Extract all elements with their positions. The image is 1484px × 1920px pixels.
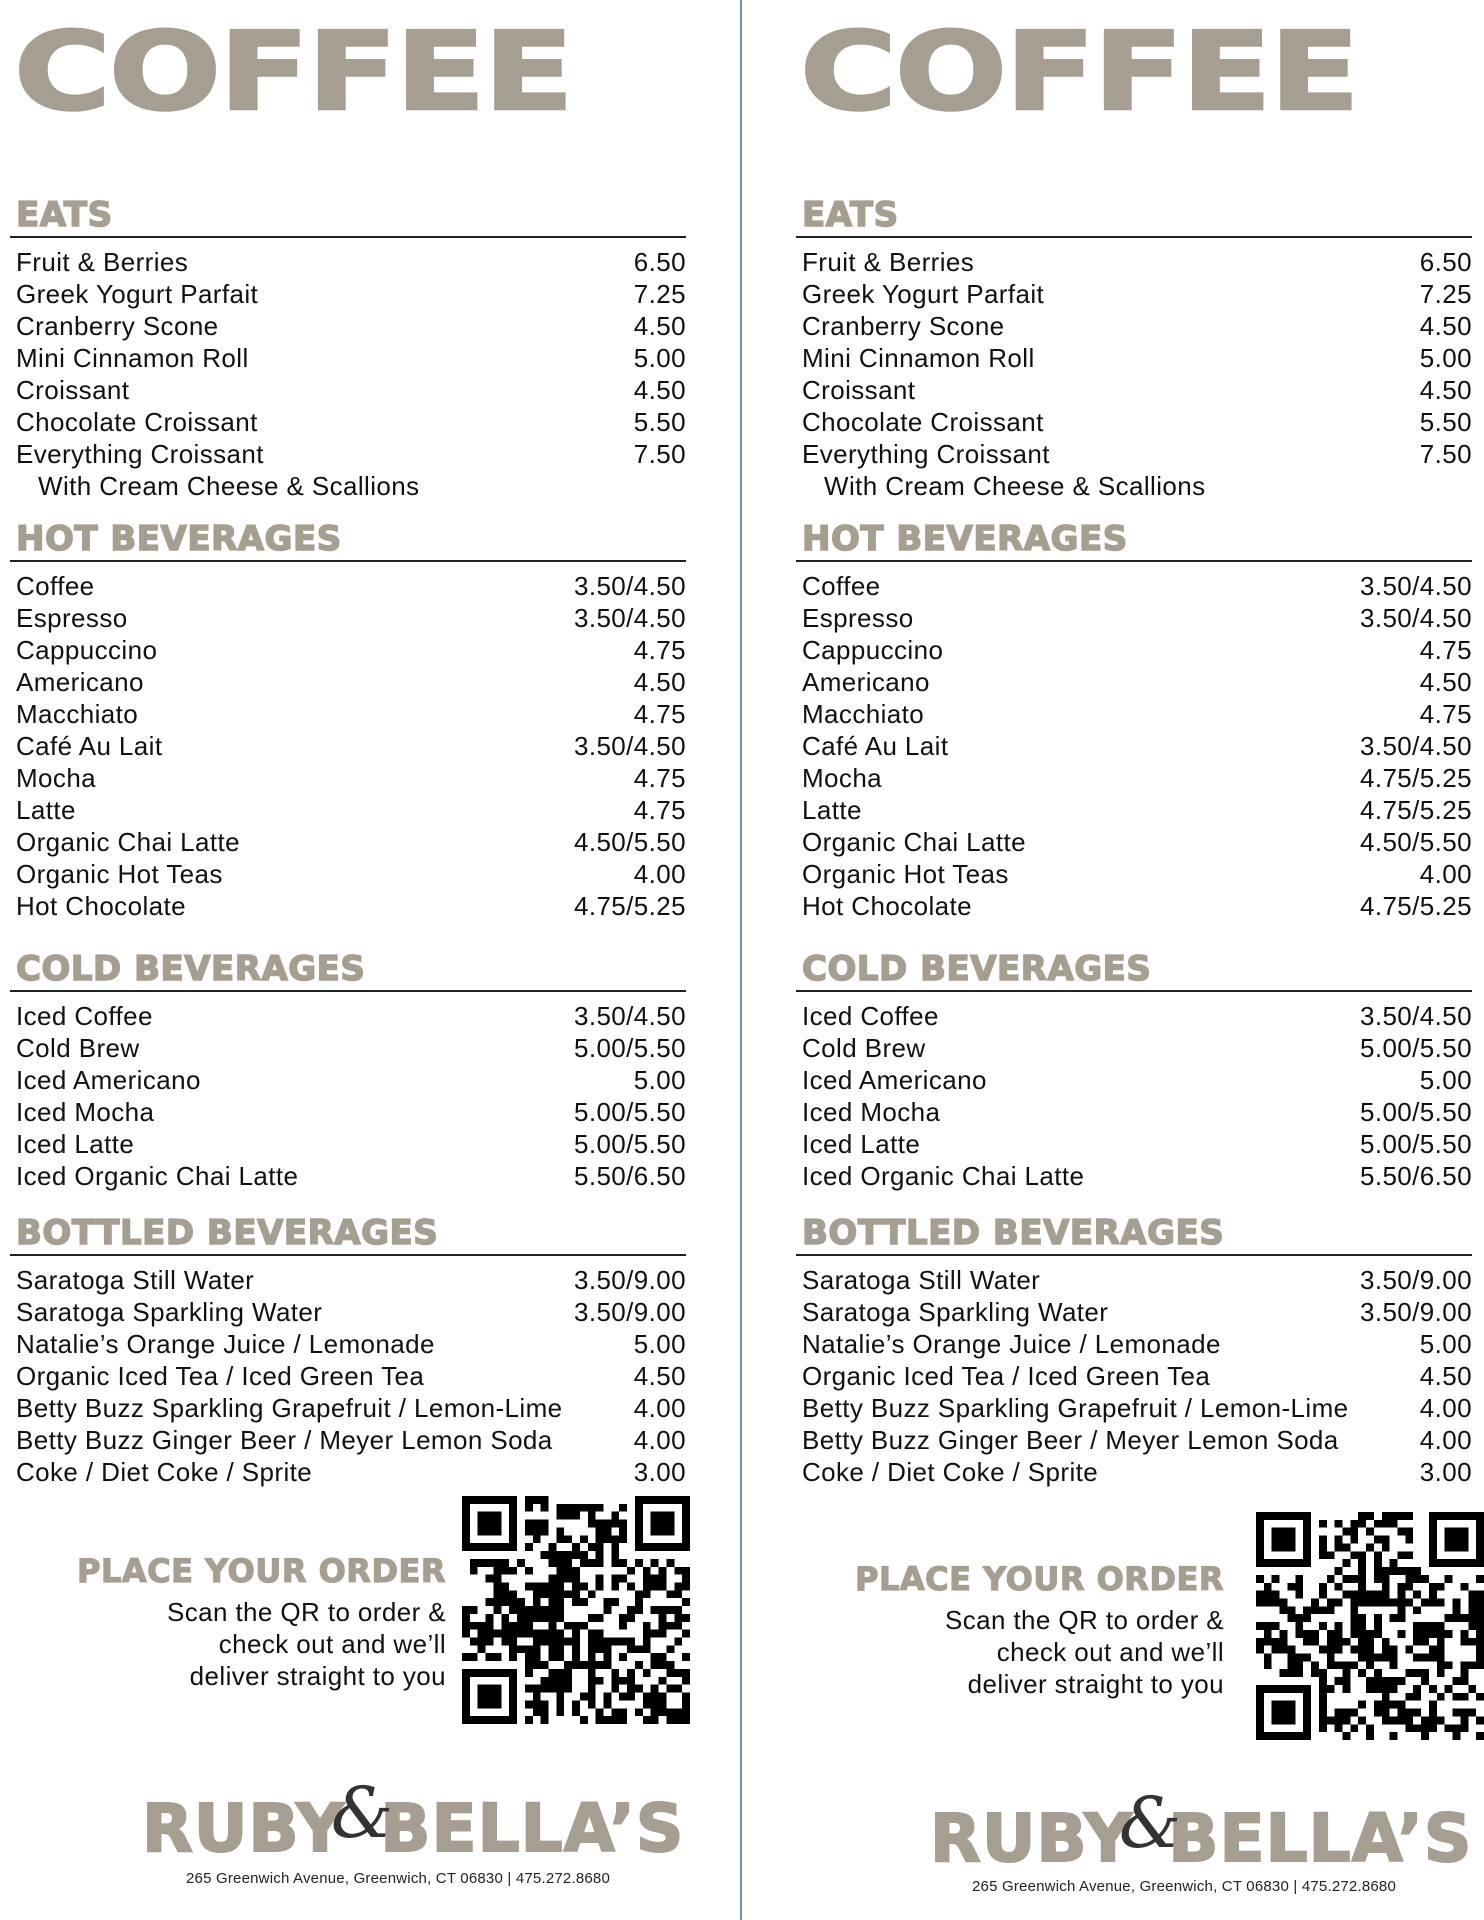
item-price: 5.00 [1419,1065,1472,1095]
item-name: Mocha [802,763,883,793]
brand-logo [930,1782,1473,1878]
menu-item [796,570,1472,602]
item-price: 3.50/4.50 [573,731,686,761]
menu-item [10,246,686,278]
section-eats [796,196,1472,502]
item-name: Greek Yogurt Parfait [802,279,1045,309]
item-price: 3.50/4.50 [573,1001,686,1031]
item-price: 4.75/5.25 [1359,763,1472,793]
item-price: 4.75 [1419,699,1472,729]
menu-item [10,1264,686,1296]
item-name: Fruit & Berries [16,247,189,277]
item-price: 3.50/4.50 [573,571,686,601]
brand-amp: & [1118,1782,1183,1864]
hot-items [10,570,686,922]
bottled-items [796,1264,1472,1488]
item-price: 4.75 [633,635,686,665]
menu-item [10,826,686,858]
item-price: 5.00 [633,343,686,373]
section-heading: HOT BEVERAGES [16,519,342,559]
menu-item [796,698,1472,730]
menu-item [796,374,1472,406]
item-price: 5.00/5.50 [1359,1129,1472,1159]
menu-item [796,406,1472,438]
item-name: Iced Coffee [802,1001,939,1031]
menu-item [10,698,686,730]
item-name: Organic Hot Teas [802,859,1009,889]
menu-item [10,1128,686,1160]
menu-item [10,310,686,342]
menu-item [796,666,1472,698]
item-price: 4.00 [633,1393,686,1423]
section-rule [796,1254,1472,1256]
section-bottled-beverages [10,1214,686,1488]
section-rule [10,236,686,238]
item-price: 5.50/6.50 [573,1161,686,1191]
order-line: check out and we’ll [218,1629,446,1659]
item-name: Coke / Diet Coke / Sprite [802,1457,1099,1487]
brand-right: BELLA’S [1168,1800,1473,1877]
menu-item [796,794,1472,826]
section-heading: COLD BEVERAGES [802,949,1152,989]
menu-item [10,666,686,698]
item-price: 4.75 [633,795,686,825]
item-price: 6.50 [1419,247,1472,277]
section-heading: EATS [802,195,899,235]
menu-item [10,374,686,406]
item-price: 3.00 [633,1457,686,1487]
item-price: 5.00/5.50 [573,1033,686,1063]
item-price: 5.50 [1419,407,1472,437]
item-price: 5.00 [633,1065,686,1095]
menu-item [796,1064,1472,1096]
item-price: 4.00 [633,859,686,889]
menu-item [10,1096,686,1128]
item-name: Organic Chai Latte [802,827,1026,857]
item-name: Natalie’s Orange Juice / Lemonade [16,1329,435,1359]
item-name: Saratoga Still Water [16,1265,255,1295]
item-price: 3.50/9.00 [573,1265,686,1295]
item-name: Cranberry Scone [16,311,219,341]
menu-item [796,1160,1472,1192]
item-price: 3.50/4.50 [1359,603,1472,633]
section-rule [796,990,1472,992]
item-price: 7.25 [633,279,686,309]
item-price: 3.50/4.50 [1359,571,1472,601]
item-name: Everything Croissant [16,439,264,469]
menu-item [10,890,686,922]
item-price: 5.00 [1419,343,1472,373]
menu-item [796,1424,1472,1456]
item-price: 7.50 [1419,439,1472,469]
order-line: Scan the QR to order & [166,1597,446,1627]
section-heading: EATS [16,195,113,235]
item-price: 4.00 [1419,1425,1472,1455]
item-price: 4.50 [633,311,686,341]
order-heading: PLACE YOUR ORDER [855,1560,1224,1598]
item-price: 3.50/4.50 [1359,1001,1472,1031]
menu-title: COFFEE [800,8,1358,136]
menu-panel-right [796,0,1484,1920]
item-name: Iced Mocha [16,1097,155,1127]
item-price: 5.50 [633,407,686,437]
item-name: Hot Chocolate [802,891,972,921]
item-name: Iced Coffee [16,1001,153,1031]
item-name: Natalie’s Orange Juice / Lemonade [802,1329,1221,1359]
item-price: 4.75/5.25 [1359,795,1472,825]
item-price: 5.00/5.50 [1359,1097,1472,1127]
menu-item [796,730,1472,762]
menu-item [10,858,686,890]
item-name: Coffee [16,571,95,601]
menu-item [10,762,686,794]
menu-item [796,858,1472,890]
item-name: Cappuccino [16,635,158,665]
item-price: 5.00/5.50 [1359,1033,1472,1063]
order-line: Scan the QR to order & [944,1605,1224,1635]
hot-items [796,570,1472,922]
menu-item [10,1032,686,1064]
eats-items [796,246,1472,470]
menu-item [10,1392,686,1424]
item-price: 3.50/4.50 [573,603,686,633]
brand-amp: & [330,1772,395,1854]
item-price: 4.50/5.50 [573,827,686,857]
item-price: 4.00 [1419,1393,1472,1423]
item-name: Betty Buzz Sparkling Grapefruit / Lemon-Lime [16,1393,563,1423]
item-price: 4.50 [1419,1361,1472,1391]
menu-item [796,1032,1472,1064]
menu-item [10,634,686,666]
item-name: Mocha [16,763,97,793]
item-price: 4.50 [1419,375,1472,405]
item-name: Organic Hot Teas [16,859,223,889]
item-name: Iced Organic Chai Latte [802,1161,1085,1191]
menu-item [10,1328,686,1360]
section-hot-beverages [10,520,686,922]
menu-item [10,1064,686,1096]
section-rule [10,560,686,562]
item-name: Saratoga Still Water [802,1265,1041,1295]
menu-item [10,342,686,374]
menu-item [796,1360,1472,1392]
item-price: 5.50/6.50 [1359,1161,1472,1191]
cold-items [796,1000,1472,1192]
item-name: Organic Iced Tea / Iced Green Tea [16,1361,425,1391]
menu-item [796,278,1472,310]
section-cold-beverages [796,950,1472,1192]
item-price: 4.75/5.25 [1359,891,1472,921]
section-cold-beverages [10,950,686,1192]
item-name: Cranberry Scone [802,311,1005,341]
menu-item [796,1264,1472,1296]
item-name: Iced Latte [802,1129,921,1159]
order-callout [804,1560,1224,1700]
item-name: Betty Buzz Sparkling Grapefruit / Lemon-Lime [802,1393,1349,1423]
menu-item [796,634,1472,666]
item-price: 4.75 [633,699,686,729]
menu-item [10,278,686,310]
item-price: 4.00 [1419,859,1472,889]
menu-item [796,1456,1472,1488]
menu-title: COFFEE [14,8,572,136]
section-rule [796,560,1472,562]
menu-item [796,342,1472,374]
item-name: Espresso [16,603,128,633]
section-rule [10,990,686,992]
menu-item [796,1096,1472,1128]
order-callout [26,1552,446,1692]
cold-items [10,1000,686,1192]
item-name: Coffee [802,571,881,601]
menu-item [10,1360,686,1392]
item-name: Iced Americano [16,1065,201,1095]
menu-item [10,1296,686,1328]
item-price: 3.50/9.00 [1359,1297,1472,1327]
item-price: 7.25 [1419,279,1472,309]
item-price: 4.50/5.50 [1359,827,1472,857]
menu-item [796,890,1472,922]
section-eats [10,196,686,502]
item-name: Hot Chocolate [16,891,186,921]
item-name: Café Au Lait [16,731,163,761]
item-price: 5.00 [1419,1329,1472,1359]
menu-item [796,762,1472,794]
item-price: 4.50 [633,1361,686,1391]
item-name: Saratoga Sparkling Water [802,1297,1109,1327]
menu-item [796,310,1472,342]
menu-item [796,602,1472,634]
item-name: Iced Latte [16,1129,135,1159]
section-heading: COLD BEVERAGES [16,949,366,989]
item-name: Organic Iced Tea / Iced Green Tea [802,1361,1211,1391]
menu-item [10,1160,686,1192]
brand-logo [142,1772,685,1868]
item-price: 7.50 [633,439,686,469]
item-name: Betty Buzz Ginger Beer / Meyer Lemon Soda [802,1425,1339,1455]
section-rule [10,1254,686,1256]
item-price: 4.75 [1419,635,1472,665]
brand-left: RUBY [930,1800,1133,1877]
item-price: 3.50/9.00 [573,1297,686,1327]
item-price: 4.50 [633,667,686,697]
brand-right: BELLA’S [380,1790,685,1867]
menu-item [10,794,686,826]
menu-item [796,246,1472,278]
item-name: Cold Brew [16,1033,140,1063]
item-name: Macchiato [16,699,139,729]
item-price: 3.50/9.00 [1359,1265,1472,1295]
menu-item [796,1392,1472,1424]
item-price: 3.00 [1419,1457,1472,1487]
item-price: 4.50 [1419,667,1472,697]
item-name: Croissant [16,375,130,405]
item-name: Croissant [802,375,916,405]
item-name: Greek Yogurt Parfait [16,279,259,309]
menu-item [10,1456,686,1488]
menu-item [796,826,1472,858]
menu-item [796,438,1472,470]
order-line: deliver straight to you [189,1661,446,1691]
item-name: Betty Buzz Ginger Beer / Meyer Lemon Soda [16,1425,553,1455]
item-note: With Cream Cheese & Scallions [38,471,420,501]
item-price: 5.00/5.50 [573,1097,686,1127]
menu-item [10,1424,686,1456]
panel-divider [740,0,742,1920]
menu-item [796,1128,1472,1160]
eats-items [10,246,686,470]
menu-item [10,730,686,762]
item-name: Cappuccino [802,635,944,665]
item-name: Organic Chai Latte [16,827,240,857]
menu-item [10,1000,686,1032]
item-price: 4.75 [633,763,686,793]
address: 265 Greenwich Avenue, Greenwich, CT 06830 | 475.272.8680 [186,1870,610,1887]
item-name: Iced Mocha [802,1097,941,1127]
menu-item [796,1328,1472,1360]
item-name: Café Au Lait [802,731,949,761]
order-line: check out and we’ll [996,1637,1224,1667]
item-name: Fruit & Berries [802,247,975,277]
section-heading: HOT BEVERAGES [802,519,1128,559]
item-name: Mini Cinnamon Roll [802,343,1035,373]
item-name: Chocolate Croissant [802,407,1044,437]
qr-code-icon[interactable] [462,1496,690,1724]
item-price: 5.00/5.50 [573,1129,686,1159]
menu-item [10,570,686,602]
item-name: Americano [16,667,144,697]
item-name: Coke / Diet Coke / Sprite [16,1457,313,1487]
item-price: 4.00 [633,1425,686,1455]
item-name: Chocolate Croissant [16,407,258,437]
menu-item [10,406,686,438]
menu-item [796,1000,1472,1032]
item-price: 6.50 [633,247,686,277]
item-price: 5.00 [633,1329,686,1359]
section-heading: BOTTLED BEVERAGES [802,1213,1225,1253]
qr-code-icon[interactable] [1256,1512,1484,1740]
section-bottled-beverages [796,1214,1472,1488]
section-rule [796,236,1472,238]
item-name: Americano [802,667,930,697]
item-name: Mini Cinnamon Roll [16,343,249,373]
item-price: 3.50/4.50 [1359,731,1472,761]
item-note: With Cream Cheese & Scallions [824,471,1206,501]
order-line: deliver straight to you [967,1669,1224,1699]
menu-item [10,602,686,634]
item-price: 4.75/5.25 [573,891,686,921]
item-name: Latte [802,795,862,825]
bottled-items [10,1264,686,1488]
order-heading: PLACE YOUR ORDER [77,1552,446,1590]
item-price: 4.50 [1419,311,1472,341]
item-name: Saratoga Sparkling Water [16,1297,323,1327]
section-heading: BOTTLED BEVERAGES [16,1213,439,1253]
address: 265 Greenwich Avenue, Greenwich, CT 06830 | 475.272.8680 [972,1878,1396,1895]
item-name: Iced Americano [802,1065,987,1095]
brand-left: RUBY [142,1790,345,1867]
section-hot-beverages [796,520,1472,922]
item-name: Cold Brew [802,1033,926,1063]
menu-item [796,1296,1472,1328]
item-name: Macchiato [802,699,925,729]
item-price: 4.50 [633,375,686,405]
item-name: Iced Organic Chai Latte [16,1161,299,1191]
menu-panel-left [10,0,725,1920]
menu-item [10,438,686,470]
item-name: Everything Croissant [802,439,1050,469]
item-name: Espresso [802,603,914,633]
item-name: Latte [16,795,76,825]
